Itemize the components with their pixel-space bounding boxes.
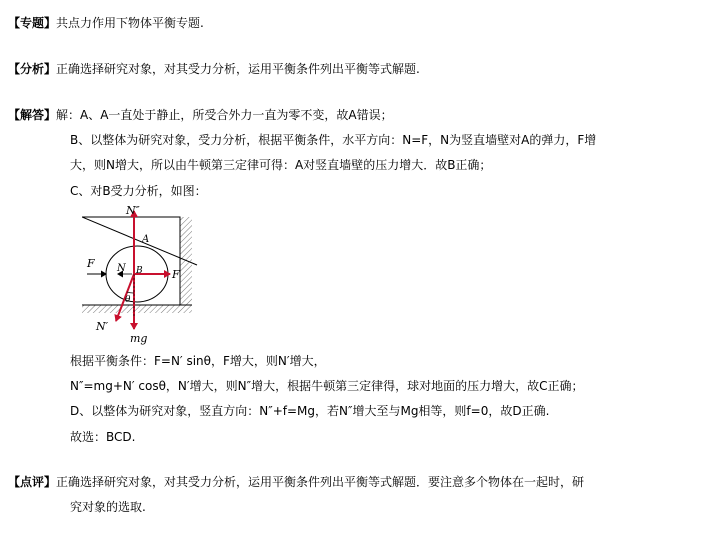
answer-row-1	[8, 107, 393, 123]
comment-tag: 【点评】	[8, 475, 57, 489]
force-diagram	[82, 205, 222, 345]
label-n-double: N″	[126, 205, 140, 217]
theta-arc	[127, 292, 134, 293]
answer-line-6: N″=mg+N′ cosθ，N′增大，则N″增大，根据牛顿第三定律得，球对地面的压力增大，故C正确；	[70, 379, 584, 393]
label-theta: θ	[125, 295, 131, 305]
label-a: A	[142, 234, 150, 245]
comment-line-2: 究对象的选取.	[70, 500, 146, 514]
block-a-edge	[82, 217, 180, 265]
label-b: B	[136, 266, 143, 276]
answer-line-3: 大，则N增大，所以由牛顿第三定律可得：A对竖直墙壁的压力增大．故B正确；	[70, 158, 492, 172]
answer-line-1: 解：A、A一直处于静止，所受合外力一直为零不变，故A错误；	[56, 108, 393, 122]
answer-line-2: B、以整体为研究对象，受力分析，根据平衡条件，水平方向：N=F，N为竖直墙壁对A的弹力，F增	[70, 133, 597, 147]
analysis-text: 正确选择研究对象，对其受力分析，运用平衡条件列出平衡等式解题.	[56, 62, 420, 76]
answer-tag: 【解答】	[8, 108, 57, 122]
ground-hatch	[82, 305, 192, 313]
label-n-prime: N′	[96, 320, 109, 333]
label-f-right: F	[172, 268, 180, 281]
label-mg: mg	[130, 332, 148, 345]
analysis-row	[8, 61, 420, 77]
answer-line-7: D、以整体为研究对象，竖直方向：N″+f=Mg，若N″增大至与Mg相等，则f=0，故D正确.	[70, 404, 550, 418]
comment-line-1: 正确选择研究对象，对其受力分析，运用平衡条件列出平衡等式解题．要注意多个物体在一起时，研	[56, 475, 585, 489]
comment-row-1	[8, 474, 584, 490]
topic-row	[8, 15, 204, 31]
answer-line-8: 故选：BCD.	[70, 430, 136, 444]
wall-hatch	[180, 217, 192, 305]
analysis-tag: 【分析】	[8, 62, 57, 76]
topic-text: 共点力作用下物体平衡专题.	[56, 16, 204, 30]
answer-line-5: 根据平衡条件：F=N′ sinθ，F增大，则N′增大，	[70, 354, 326, 368]
label-n: N	[117, 263, 126, 274]
topic-tag: 【专题】	[8, 16, 57, 30]
label-f-left: F	[87, 257, 95, 270]
answer-line-4: C、对B受力分析，如图：	[70, 184, 207, 198]
